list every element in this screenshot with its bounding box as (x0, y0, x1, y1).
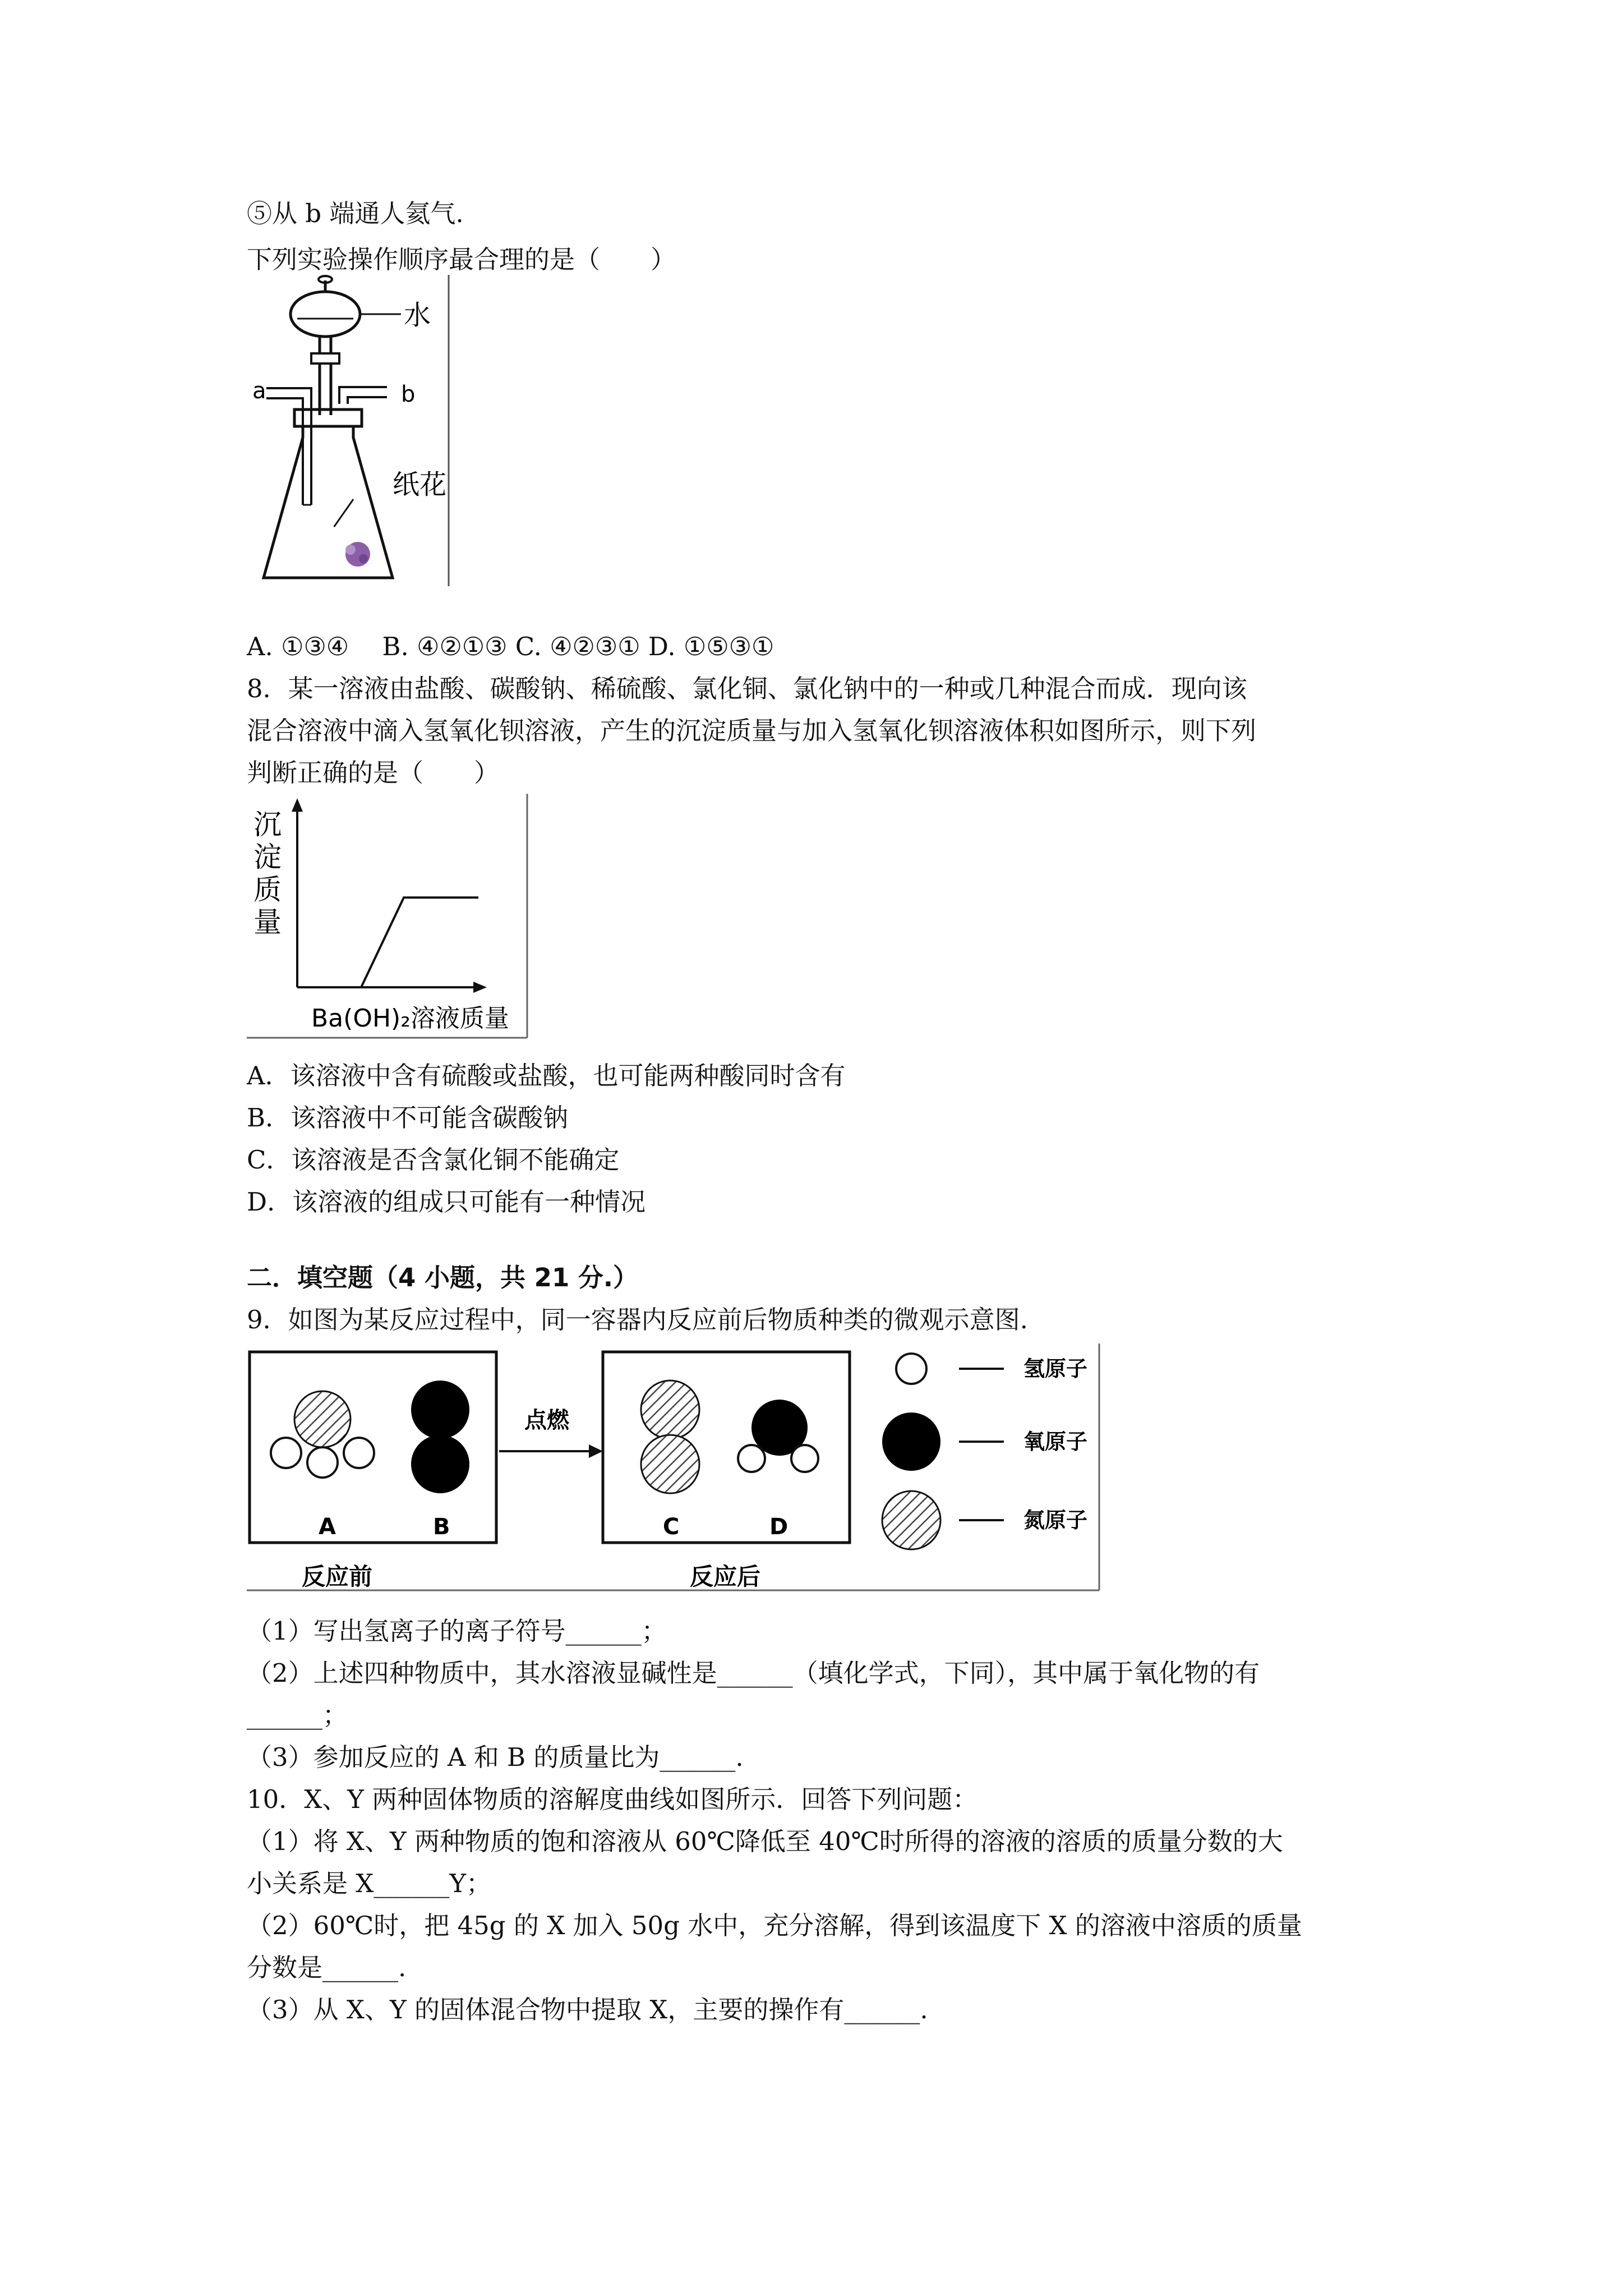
section2-title: 二．填空题（4 小题，共 21 分.） (247, 1263, 639, 1292)
q8-stem-line2: 混合溶液中滴入氢氧化钡溶液，产生的沉淀质量与加入氢氧化钡溶液体积如图所示，则下列 (247, 716, 1257, 746)
label-b: B (433, 1514, 450, 1540)
before-label: 反应前 (302, 1563, 373, 1590)
legend-oxygen: 氧原子 (1023, 1429, 1088, 1454)
legend (882, 1354, 1087, 1549)
q10-stem: 10．X、Y 两种固体物质的溶解度曲线如图所示．回答下列问题： (247, 1784, 978, 1814)
paper-flower-label: 纸花 (393, 469, 447, 500)
after-label: 反应后 (690, 1563, 761, 1590)
legend-nitrogen: 氮原子 (1023, 1508, 1088, 1533)
molecule-a (271, 1391, 374, 1478)
y-axis-label-char: 质 (253, 873, 282, 906)
q9-stem: 9．如图为某反应过程中，同一容器内反应前后物质种类的微观示意图. (247, 1305, 1028, 1335)
q9-sub1: （1）写出氢离子的离子符号______； (247, 1616, 667, 1646)
q8-option-d: D．该溶液的组成只可能有一种情况 (247, 1187, 646, 1217)
q7-options: A. ①③④ B. ④②①③ C. ④②③① D. ①⑤③① (247, 632, 774, 661)
water-label: 水 (404, 300, 431, 331)
q9-sub2-line1: （2）上述四种物质中，其水溶液显碱性是______（填化学式，下同），其中属于氧化物的有 (247, 1658, 1260, 1688)
y-axis-label-char: 淀 (253, 841, 282, 873)
q10-sub3: （3）从 X、Y 的固体混合物中提取 X，主要的操作有______. (247, 1995, 928, 2024)
q10-sub1-line2: 小关系是 X______Y； (247, 1869, 492, 1898)
q10-sub1-line1: （1）将 X、Y 两种物质的饱和溶液从 60℃降低至 40℃时所得的溶液的溶质的质量分数的大 (247, 1826, 1283, 1856)
molecule-b (411, 1381, 469, 1493)
q8-stem-line3: 判断正确的是（ ） (247, 758, 500, 788)
reaction-figure (247, 1343, 1110, 1593)
q8-stem-line1: 8．某一溶液由盐酸、碳酸钠、稀硫酸、氯化铜、氯化钠中的一种或几种混合而成．现向该 (247, 674, 1247, 703)
q7-question: 下列实验操作顺序最合理的是（ ） (247, 245, 676, 274)
molecule-c (641, 1381, 699, 1493)
precipitate-chart (247, 794, 538, 1041)
label-a: A (319, 1514, 336, 1540)
legend-hydrogen-icon (896, 1354, 926, 1384)
q8-option-a: A．该溶液中含有硫酸或盐酸，也可能两种酸同时含有 (247, 1061, 846, 1091)
apparatus-figure (241, 275, 454, 589)
q8-option-b: B．该溶液中不可能含碳酸钠 (247, 1103, 569, 1133)
q10-sub2-line1: （2）60℃时，把 45g 的 X 加入 50g 水中，充分溶解，得到该温度下 X 的溶液中溶质的质量 (247, 1911, 1302, 1940)
label-d: D (769, 1514, 789, 1540)
y-axis-label-char: 量 (253, 906, 282, 938)
reaction-arrowhead (589, 1444, 603, 1458)
q9-sub3: （3）参加反应的 A 和 B 的质量比为______. (247, 1742, 744, 1772)
arrow-label: 点燃 (524, 1407, 569, 1433)
q10-sub2-line2: 分数是______. (247, 1953, 407, 1982)
q7-step5: ⑤从 b 端通人氦气. (247, 199, 464, 228)
tube-b-label: b (401, 381, 416, 407)
molecule-d (738, 1400, 818, 1472)
label-c: C (663, 1514, 680, 1540)
q9-sub2-line2: ______； (247, 1700, 348, 1730)
legend-oxygen-icon (882, 1412, 940, 1471)
y-axis-arrow (292, 798, 303, 812)
tube-a-label: a (252, 378, 266, 404)
x-axis-label: Ba(OH)₂溶液质量 (311, 1004, 509, 1033)
x-axis-arrow (473, 982, 487, 993)
legend-hydrogen: 氢原子 (1023, 1356, 1088, 1381)
y-axis-label-char: 沉 (253, 808, 282, 841)
q8-option-c: C．该溶液是否含氯化铜不能确定 (247, 1145, 620, 1175)
series-line (297, 898, 478, 987)
legend-nitrogen-icon (882, 1491, 940, 1549)
